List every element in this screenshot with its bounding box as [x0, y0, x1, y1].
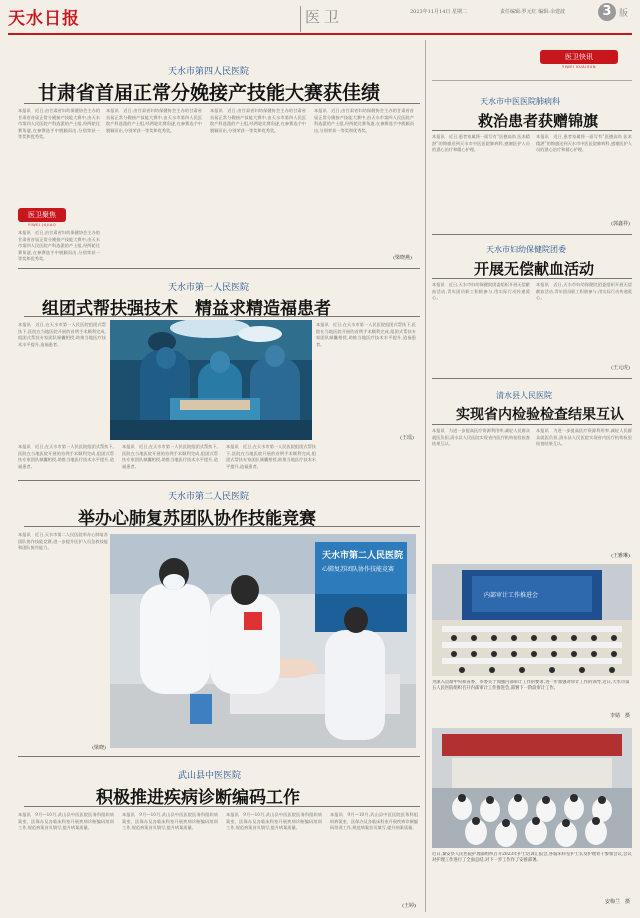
- article-1-kicker: 天水市第四人民医院: [168, 67, 250, 77]
- article-4-body-col1: 本报讯 9月—10月,武山县中医医院医务科组织病案室、医保办及各临床科室开展疾病诊断编码培训工作,规范病案首页填写,提升病案质量。: [18, 812, 114, 831]
- article-3-headline: 举办心肺复苏团队协作技能竞赛: [78, 509, 316, 529]
- article-7-body-col1: 本报讯 为进一步提高医疗资源利用率,减轻人民群众就医负担,清水县人民医院实现省内医疗机构检验检查结果互认。: [432, 428, 530, 447]
- column-tag-news: [540, 50, 618, 69]
- article-separator-2: [18, 480, 420, 481]
- audit-meeting-photo-art: [432, 564, 632, 676]
- article-6-body-col1: 本报讯 近日,天水市妇幼保健院团委组织开展无偿献血活动,青年团员职工积极参与,用实际行动传递爱心。: [432, 282, 530, 301]
- masthead-divider: [300, 6, 301, 32]
- article-separator-1: [18, 268, 420, 269]
- news-tag-label: 医卫快讯: [540, 50, 618, 64]
- article-2-headline: 组团式帮扶强技术 精益求精造福患者: [42, 299, 331, 319]
- page-suffix: 版: [619, 9, 629, 19]
- article-5-body-col2: 本报讯 近日,患者家属将一面写有“医德高尚 医术精湛”的锦旗送到天水市中医医院肺病科,感谢医护人员的悉心治疗和精心护理。: [536, 134, 632, 153]
- article-6-headline: 开展无偿献血活动: [474, 260, 595, 278]
- cpr-competition-photo: [110, 534, 416, 748]
- audit-meeting-credit: 李婧 摄: [609, 713, 630, 719]
- editor-line: 责任编辑:罗元红 编辑:余建波: [500, 9, 565, 15]
- masthead-rule: [8, 33, 632, 35]
- article-7-kicker: 清水县人民医院: [496, 391, 552, 400]
- surgery-photo: [110, 320, 312, 440]
- newspaper-logo: 天水日报: [8, 9, 80, 29]
- article-2-rule: [24, 316, 420, 317]
- article-2-body-col4: 本报讯 近日,在天水市第一人民医院组团式帮扶下,医院在当地医院开展的首例手术顺利完成,组团式帮扶专家团队倾囊相授,助推当地医疗技术水平提升,造福患者。: [316, 322, 416, 347]
- audit-meeting-banner: 内部审计工作推进会: [484, 592, 539, 599]
- article-5-rule: [432, 130, 632, 131]
- article-4-rule: [24, 806, 420, 807]
- article-5-body-col1: 本报讯 近日,患者家属将一面写有“医德高尚 医术精湛”的锦旗送到天水市中医医院肺病科,感谢医护人员的悉心治疗和精心护理。: [432, 134, 530, 153]
- article-6-rule: [432, 278, 632, 279]
- audit-meeting-caption: 为深入贯彻中央和省委、市委关于加强内部审计工作的要求,进一步加强对审计工作的领导,近日,天水市第五人民医院组织召开内部审计工作推进会,部署下一阶段审计工作。: [432, 680, 630, 692]
- article-4-body-col4: 本报讯 9月—10月,武山县中医医院医务科组织病案室、医保办及各临床科室开展疾病诊断编码培训工作,规范病案首页填写,提升病案质量。: [330, 812, 418, 831]
- article-4-body-col2: 本报讯 9月—10月,武山县中医医院医务科组织病案室、医保办及各临床科室开展疾病诊断编码培训工作,规范病案首页填写,提升病案质量。: [122, 812, 218, 831]
- right-top-rule: [432, 80, 632, 81]
- column-tag-focus: [18, 208, 66, 227]
- article-1-body-col1b: 本报讯 近日,由甘肃省妇幼保健协会主办的甘肃省首届正常分娩接产技能大赛中,由天水市第四人民医院产科选派的产士组,经两轮比赛角逐,在参赛选手中脱颖而出,分别荣获一等奖和优秀奖。: [18, 230, 100, 262]
- article-4-body-col3: 本报讯 9月—10月,武山县中医医院医务科组织病案室、医保办及各临床科室开展疾病诊断编码培训工作,规范病案首页填写,提升病案质量。: [226, 812, 322, 831]
- article-1-body-col3: 本报讯 近日,由甘肃省妇幼保健协会主办的甘肃省首届正常分娩接产技能大赛中,由天水市第四人民医院产科选派的产士组,经两轮比赛角逐,在参赛选手中脱颖而出,分别荣获一等奖和优秀奖。: [210, 108, 306, 133]
- article-3-byline: (梁晓): [92, 745, 106, 751]
- audit-meeting-photo: [432, 564, 632, 676]
- article-4-headline: 积极推进疾病诊断编码工作: [96, 788, 300, 808]
- article-3-kicker: 天水市第二人民医院: [168, 492, 250, 502]
- date-line: 2023年11月14日 星期二: [410, 9, 468, 15]
- article-separator-6: [432, 378, 632, 379]
- article-4-byline: (王婷): [402, 903, 416, 909]
- article-1-body-col1: 本报讯 近日,由甘肃省妇幼保健协会主办的甘肃省首届正常分娩接产技能大赛中,由天水市第四人民医院产科选派的产士组,经两轮比赛角逐,在参赛选手中脱颖而出,分别荣获一等奖和优秀奖。: [18, 108, 100, 140]
- article-4-kicker: 武山县中医医院: [178, 771, 242, 781]
- article-7-body-col2: 本报讯 为进一步提高医疗资源利用率,减轻人民群众就医负担,清水县人民医院实现省内医疗机构检验检查结果互认。: [536, 428, 632, 447]
- article-5-byline: (郭鑫祥): [611, 221, 630, 227]
- focus-tag-sub: YIWEI JUJIAO: [27, 223, 57, 227]
- article-1-body-col4: 本报讯 近日,由甘肃省妇幼保健协会主办的甘肃省首届正常分娩接产技能大赛中,由天水市第四人民医院产科选派的产士组,经两轮比赛角逐,在参赛选手中脱颖而出,分别荣获一等奖和优秀奖。: [314, 108, 414, 133]
- article-6-byline: (王元虎): [611, 365, 630, 371]
- nursing-report-photo: [432, 728, 632, 848]
- article-separator-3: [18, 756, 420, 757]
- article-7-rule: [432, 424, 632, 425]
- nursing-report-credit: 安梅兰 摄: [604, 899, 630, 905]
- article-separator-5: [432, 234, 632, 235]
- article-2-byline: (王瑶): [400, 435, 414, 441]
- news-tag-sub: YIWEI KUAIXUN: [562, 65, 596, 69]
- article-2-body-col3b: 本报讯 近日,在天水市第一人民医院组团式帮扶下,医院在当地医院开展的首例手术顺利完成,组团式帮扶专家团队倾囊相授,助推当地医疗技术水平提升,造福患者。: [226, 444, 316, 469]
- article-5-headline: 救治患者获赠锦旗: [478, 112, 599, 130]
- nursing-report-caption: 近日,秦安县人民医院护理部组织召开2023年护士培训汇报会,各临床科室护士长及护理骨干参加会议,会议对护理工作进行了全面总结,对下一步工作作了安排部署。: [432, 852, 632, 864]
- article-6-body-col2: 本报讯 近日,天水市妇幼保健院团委组织开展无偿献血活动,青年团员职工积极参与,用实际行动传递爱心。: [536, 282, 632, 301]
- article-1-rule: [24, 103, 420, 104]
- article-5-kicker: 天水市中医医院肺病科: [480, 97, 560, 106]
- article-1-body-col2: 本报讯 近日,由甘肃省妇幼保健协会主办的甘肃省首届正常分娩接产技能大赛中,由天水市第四人民医院产科选派的产士组,经两轮比赛角逐,在参赛选手中脱颖而出,分别荣获一等奖和优秀奖。: [106, 108, 202, 133]
- cpr-photo-hospital-sign: 天水市第二人民医院: [322, 551, 404, 561]
- article-2-kicker: 天水市第一人民医院: [168, 283, 250, 293]
- article-2-body-col1b: 本报讯 近日,在天水市第一人民医院组团式帮扶下,医院在当地医院开展的首例手术顺利完成,组团式帮扶专家团队倾囊相授,助推当地医疗技术水平提升,造福患者。: [18, 444, 114, 469]
- column-divider: [425, 40, 426, 912]
- article-2-body-col1: 本报讯 近日,在天水市第一人民医院组团式帮扶下,医院在当地医院开展的首例手术顺利完成,组团式帮扶专家团队倾囊相授,助推当地医疗技术水平提升,造福患者。: [18, 322, 106, 347]
- focus-tag-label: 医卫聚焦: [18, 208, 66, 222]
- page-number-badge: 3: [598, 3, 616, 21]
- article-6-kicker: 天水市妇幼保健院团委: [486, 245, 566, 254]
- cpr-photo-banner: 心肺复苏团队协作技能竞赛: [322, 566, 395, 573]
- section-title: 医卫: [305, 8, 344, 26]
- article-1-headline: 甘肃省首届正常分娩接产技能大赛获佳绩: [38, 82, 381, 104]
- article-3-body-col1: 本报讯 近日,天水市第二人民医院举办心肺复苏团队协作技能竞赛,进一步提升医护人员急救技能和团队协作能力。: [18, 532, 108, 551]
- nursing-report-photo-art: [432, 728, 632, 848]
- article-7-headline: 实现省内检验检查结果互认: [456, 407, 624, 423]
- article-1-byline: (梁晓燕): [393, 255, 412, 261]
- surgery-photo-art: [110, 320, 312, 440]
- article-2-body-col2b: 本报讯 近日,在天水市第一人民医院组团式帮扶下,医院在当地医院开展的首例手术顺利完成,组团式帮扶专家团队倾囊相授,助推当地医疗技术水平提升,造福患者。: [122, 444, 218, 469]
- article-7-byline: (王雅琳): [611, 553, 630, 559]
- article-3-rule: [24, 526, 420, 527]
